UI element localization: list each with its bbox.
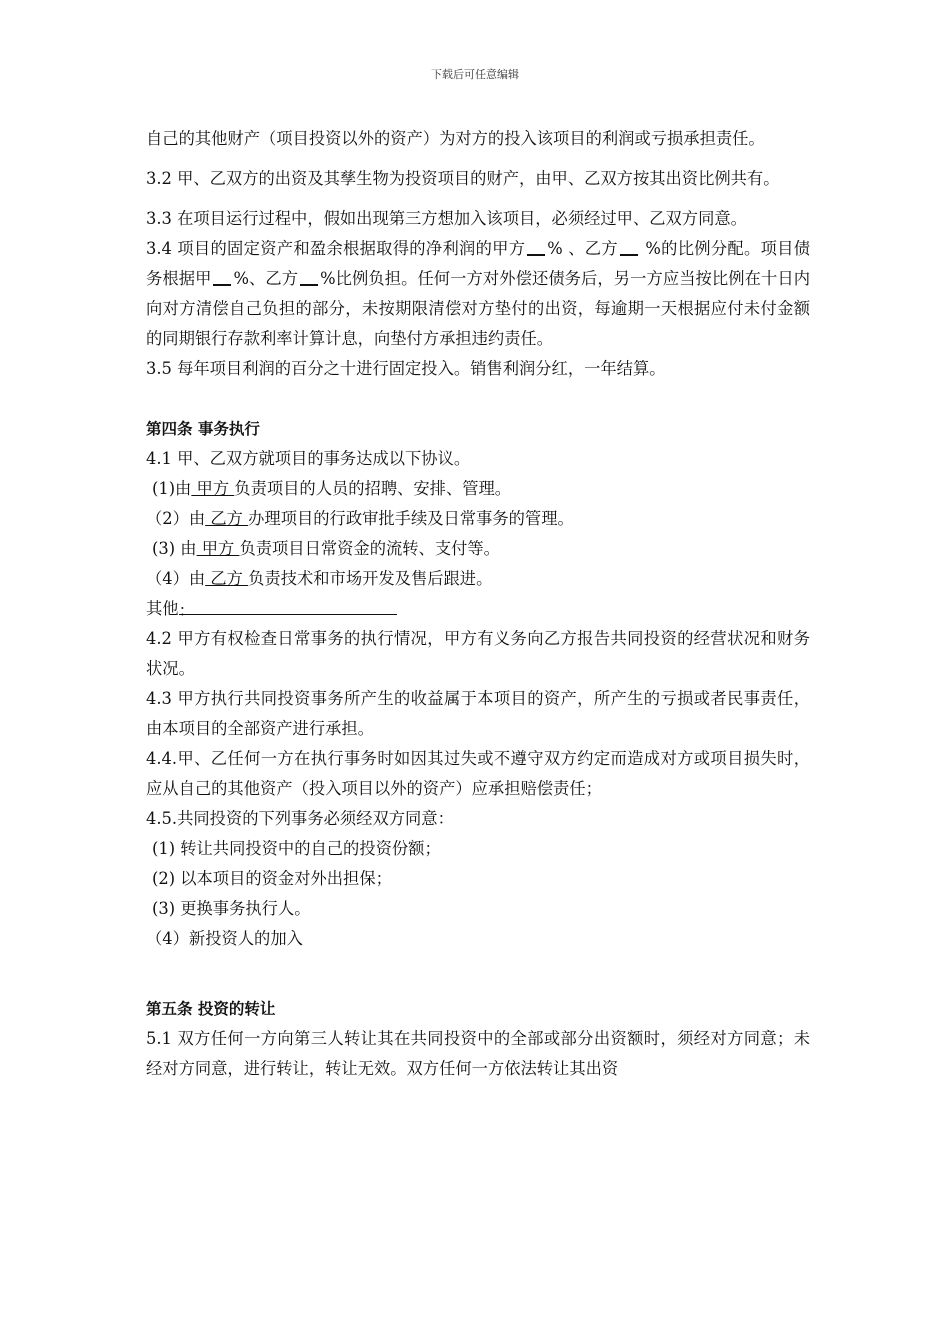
list-item: （4）新投资人的加入: [146, 929, 303, 948]
page-header: 下载后可任意编辑: [431, 68, 519, 81]
p34-text-e: %比例负担。任何一方对外偿还债务后，另一方应当按比例在十日内向对方清偿自己负担的部分，未按期限清偿对方垫付的出资，每逾期一天根据应付未付金额的同期银行存款利率计算计息，向垫付方承担违约责任。: [146, 269, 810, 348]
blank-field: [300, 268, 318, 286]
paragraph-4-4: 4.4.甲、乙任何一方在执行事务时如因其过失或不遵守双方约定而造成对方或项目损失时，应从自己的其他资产（投入项目以外的资产）应承担赔偿责任；: [146, 749, 810, 798]
p34-text-b: % 、乙方: [547, 239, 618, 258]
list-item: [146, 534, 810, 564]
item-party: 乙方: [205, 569, 249, 588]
paragraph-3-2: 3.2 甲、乙双方的出资及其孳生物为投资项目的财产，由甲、乙双方按其出资比例共有。: [146, 169, 780, 188]
item-text: 办理项目的行政审批手续及日常事务的管理。: [248, 509, 574, 528]
list-item: (1) 转让共同投资中的自己的投资份额；: [152, 839, 441, 858]
blank-field: [527, 238, 545, 256]
paragraph-4-3: 4.3 甲方执行共同投资事务所产生的收益属于本项目的资产，所产生的亏损或者民事责任，由本项目的全部资产进行承担。: [146, 689, 810, 738]
list-item: [146, 474, 810, 504]
p34-text-a: 3.4 项目的固定资产和盈余根据取得的净利润的甲方: [146, 239, 526, 258]
paragraph-3-4: [146, 234, 810, 354]
paragraph-3-3: 3.3 在项目运行过程中，假如出现第三方想加入该项目，必须经过甲、乙双方同意。: [146, 209, 747, 228]
item-text: 负责项目的人员的招聘、安排、管理。: [234, 479, 512, 498]
section-heading-5: 第五条 投资的转让: [146, 1000, 276, 1018]
other-line: [146, 594, 810, 624]
blank-field: [620, 238, 638, 256]
section-heading-4: 第四条 事务执行: [146, 420, 260, 438]
list-item: (2) 以本项目的资金对外出担保；: [152, 869, 392, 888]
list-item: (3) 更换事务执行人。: [152, 899, 311, 918]
other-blank-field: [178, 596, 397, 620]
blank-field: [213, 268, 231, 286]
item-party: 甲方: [191, 479, 235, 498]
paragraph-3-5: 3.5 每年项目利润的百分之十进行固定投入。销售利润分红，一年结算。: [146, 359, 666, 378]
p34-text-c: %的比例分配。项目债务根据甲: [146, 239, 810, 288]
paragraph-4-5: 4.5.共同投资的下列事务必须经双方同意：: [146, 809, 454, 828]
item-text: 负责项目日常资金的流转、支付等。: [239, 539, 500, 558]
item-party: 乙方: [205, 509, 249, 528]
item-party: 甲方: [196, 539, 240, 558]
list-item: [146, 504, 810, 534]
list-item: [146, 564, 810, 594]
paragraph-4-2: 4.2 甲方有权检查日常事务的执行情况，甲方有义务向乙方报告共同投资的经营状况和财务状况。: [146, 629, 810, 678]
other-label: 其他: [146, 599, 179, 618]
item-prefix: （4）由: [146, 569, 206, 588]
other-colon: ：: [178, 601, 195, 620]
item-prefix: (1)由: [152, 479, 192, 498]
document-body: [146, 124, 810, 1084]
paragraph-3-1-cont: 自己的其他财产（项目投资以外的资产）为对方的投入该项目的利润或亏损承担责任。: [146, 129, 765, 148]
item-text: 负责技术和市场开发及售后跟进。: [248, 569, 493, 588]
paragraph-4-1: 4.1 甲、乙双方就项目的事务达成以下协议。: [146, 449, 471, 468]
item-prefix: （2）由: [146, 509, 206, 528]
paragraph-5-1: 5.1 双方任何一方向第三人转让其在共同投资中的全部或部分出资额时，须经对方同意；未经对方同意，进行转让，转让无效。双方任何一方依法转让其出资: [146, 1029, 810, 1078]
item-prefix: (3) 由: [152, 539, 197, 558]
p34-text-d: %、乙方: [233, 269, 299, 288]
